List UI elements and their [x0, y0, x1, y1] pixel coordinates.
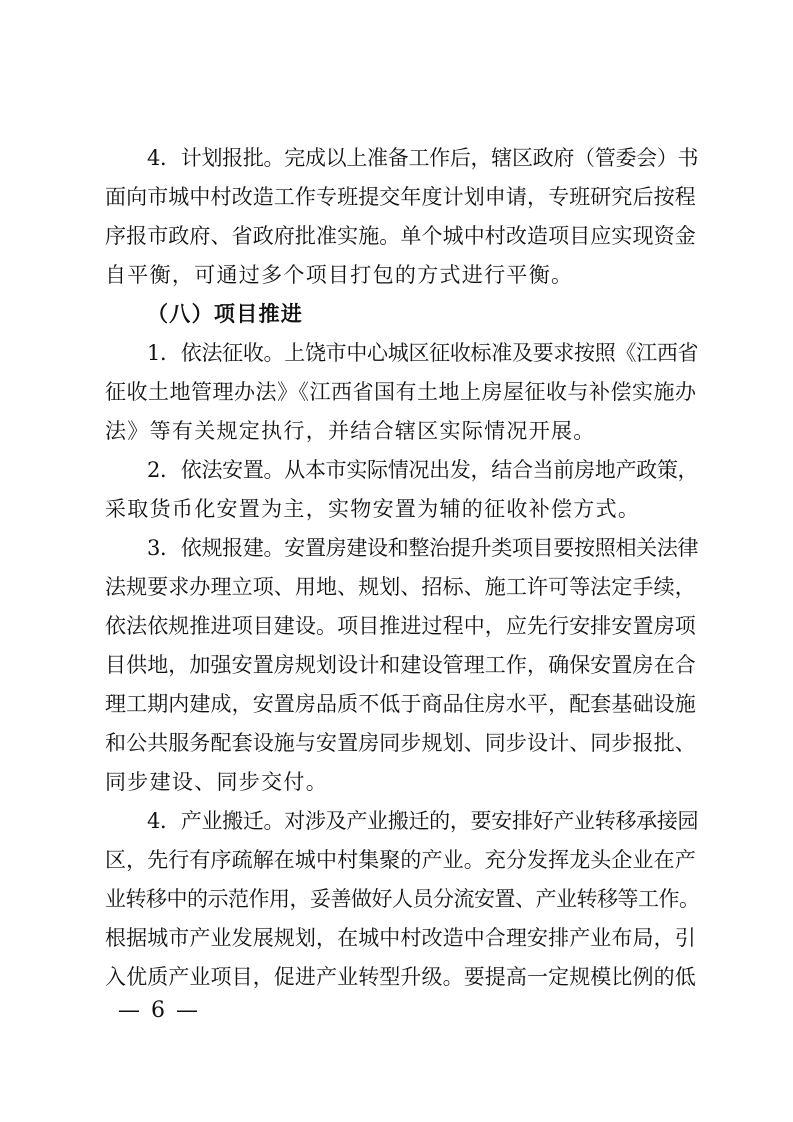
paragraph-line: 1．依法征收。上饶市中心城区征收标准及要求按照《江西省	[147, 341, 699, 365]
paragraph-line: 征收土地管理办法》《江西省国有土地上房屋征收与补偿实施办	[105, 380, 697, 404]
paragraph-line: 目供地，加强安置房规划设计和建设管理工作，确保安置房在合	[105, 653, 696, 677]
section-heading: （八）项目推进	[147, 302, 304, 326]
paragraph-line: 自平衡，可通过多个项目打包的方式进行平衡。	[105, 263, 574, 287]
paragraph-line: 序报市政府、省政府批准实施。单个城中村改造项目应实现资金	[105, 224, 696, 248]
paragraph-line: 法规要求办理立项、用地、规划、招标、施工许可等法定手续，	[105, 575, 696, 599]
paragraph-line: 法》等有关规定执行，并结合辖区实际情况开展。	[105, 419, 596, 443]
paragraph-line: 业转移中的示范作用，妥善做好人员分流安置、产业转移等工作。	[105, 887, 700, 911]
paragraph-line: 4．产业搬迁。对涉及产业搬迁的，要安排好产业转移承接园	[147, 809, 699, 833]
paragraph-line: 2．依法安置。从本市实际情况出发，结合当前房地产政策，	[147, 458, 699, 482]
paragraph-line: 依法依规推进项目建设。项目推进过程中，应先行安排安置房项	[105, 614, 696, 638]
paragraph-line: 同步建设、同步交付。	[105, 770, 328, 794]
paragraph-line: 4．计划报批。完成以上准备工作后，辖区政府（管委会）书	[147, 146, 699, 170]
paragraph-line: 入优质产业项目，促进产业转型升级。要提高一定规模比例的低	[105, 965, 696, 989]
paragraph-line: 理工期内建成，安置房品质不低于商品住房水平，配套基础设施	[105, 692, 696, 716]
paragraph-line: 采取货币化安置为主，实物安置为辅的征收补偿方式。	[105, 497, 641, 521]
paragraph-line: 根据城市产业发展规划，在城中村改造中合理安排产业布局，引	[105, 926, 696, 950]
page-number: — 6 —	[118, 998, 200, 1023]
paragraph-line: 区，先行有序疏解在城中村集聚的产业。充分发挥龙头企业在产	[105, 848, 696, 872]
paragraph-line: 3．依规报建。安置房建设和整治提升类项目要按照相关法律	[147, 536, 699, 560]
paragraph-line: 面向市城中村改造工作专班提交年度计划申请，专班研究后按程	[105, 185, 696, 209]
paragraph-line: 和公共服务配套设施与安置房同步规划、同步设计、同步报批、	[105, 731, 696, 755]
